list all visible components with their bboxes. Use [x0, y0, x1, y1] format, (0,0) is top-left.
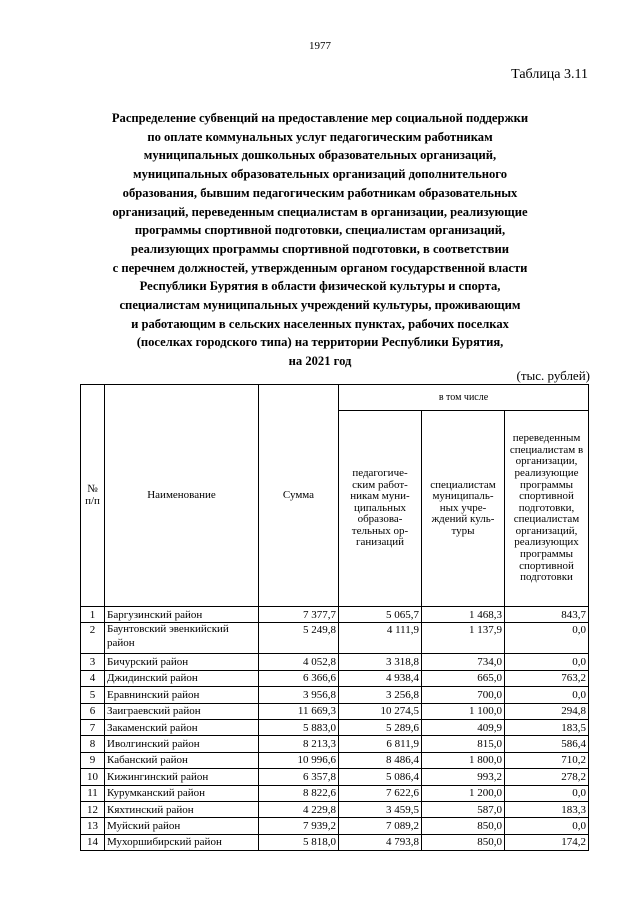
- cell-teachers: 7 089,2: [339, 818, 422, 834]
- cell-num: 9: [81, 752, 105, 768]
- cell-culture: 850,0: [422, 834, 505, 850]
- cell-sum: 8 822,6: [259, 785, 339, 801]
- cell-culture: 587,0: [422, 801, 505, 817]
- cell-culture: 734,0: [422, 654, 505, 670]
- cell-sport: 294,8: [505, 703, 589, 719]
- cell-teachers: 7 622,6: [339, 785, 422, 801]
- cell-teachers: 5 065,7: [339, 607, 422, 623]
- cell-num: 10: [81, 769, 105, 785]
- cell-teachers: 4 793,8: [339, 834, 422, 850]
- table-label: Таблица 3.11: [511, 67, 588, 82]
- cell-num: 4: [81, 670, 105, 686]
- cell-sum: 5 249,8: [259, 623, 339, 654]
- cell-num: 14: [81, 834, 105, 850]
- subsidy-table: [80, 384, 589, 851]
- cell-sum: 10 996,6: [259, 752, 339, 768]
- cell-sum: 5 883,0: [259, 719, 339, 735]
- title-line: и работающим в сельских населенных пунктах, рабочих поселках: [131, 316, 509, 331]
- cell-sport: 710,2: [505, 752, 589, 768]
- title-line: по оплате коммунальных услуг педагогическим работникам: [147, 129, 493, 144]
- title-line: специалистам муниципальных учреждений культуры, проживающим: [119, 298, 521, 313]
- cell-sport: 183,5: [505, 719, 589, 735]
- cell-num: 12: [81, 801, 105, 817]
- cell-culture: 993,2: [422, 769, 505, 785]
- cell-num: 13: [81, 818, 105, 834]
- cell-num: 3: [81, 654, 105, 670]
- document-title: [62, 109, 578, 371]
- cell-num: 2: [81, 623, 105, 654]
- cell-name: Джидинский район: [105, 670, 259, 686]
- cell-teachers: 10 274,5: [339, 703, 422, 719]
- cell-teachers: 3 459,5: [339, 801, 422, 817]
- table-row: [81, 623, 589, 654]
- title-line: муниципальных дошкольных образовательных организаций,: [143, 148, 497, 163]
- table-row: [81, 752, 589, 768]
- cell-sum: 7 377,7: [259, 607, 339, 623]
- cell-sport: 174,2: [505, 834, 589, 850]
- table-header: [81, 385, 589, 607]
- cell-name: Муйский район: [105, 818, 259, 834]
- title-line: муниципальных образовательных организаций дополнительного: [133, 167, 507, 182]
- cell-teachers: 8 486,4: [339, 752, 422, 768]
- header-name: Наименование: [105, 385, 259, 607]
- cell-sum: 6 357,8: [259, 769, 339, 785]
- cell-teachers: 5 289,6: [339, 719, 422, 735]
- table-row: [81, 834, 589, 850]
- cell-name: Кяхтинский район: [105, 801, 259, 817]
- title-line: Распределение субвенций на предоставление мер социальной поддержки: [111, 111, 529, 125]
- header-sum: Сумма: [259, 385, 339, 607]
- cell-sport: 0,0: [505, 654, 589, 670]
- cell-teachers: 3 318,8: [339, 654, 422, 670]
- cell-name: Закаменский район: [105, 719, 259, 735]
- cell-num: 8: [81, 736, 105, 752]
- title-line: Республики Бурятия в области физической культуры и спорта,: [139, 279, 501, 294]
- cell-sport: 0,0: [505, 623, 589, 654]
- cell-name: Кижингинский район: [105, 769, 259, 785]
- table-row: [81, 703, 589, 719]
- header-culture: специалистам муниципаль-ных учре-ждений куль-туры: [422, 411, 505, 607]
- cell-teachers: 6 811,9: [339, 736, 422, 752]
- cell-culture: 1 137,9: [422, 623, 505, 654]
- title-line: программы спортивной подготовки, специалистам организаций,: [134, 223, 506, 238]
- cell-name: Кабанский район: [105, 752, 259, 768]
- cell-culture: 665,0: [422, 670, 505, 686]
- cell-num: 1: [81, 607, 105, 623]
- cell-culture: 1 468,3: [422, 607, 505, 623]
- cell-sum: 6 366,6: [259, 670, 339, 686]
- title-line: на 2021 год: [288, 354, 352, 369]
- table-row: [81, 801, 589, 817]
- cell-culture: 1 800,0: [422, 752, 505, 768]
- cell-sum: 11 669,3: [259, 703, 339, 719]
- header-including: в том числе: [339, 385, 589, 411]
- cell-teachers: 4 111,9: [339, 623, 422, 654]
- table-row: [81, 769, 589, 785]
- header-num: № п/п: [81, 385, 105, 607]
- cell-culture: 1 100,0: [422, 703, 505, 719]
- table-row: [81, 607, 589, 623]
- title-line: реализующих программы спортивной подготовки, в соответствии: [131, 241, 509, 256]
- cell-name: Бичурский район: [105, 654, 259, 670]
- cell-num: 6: [81, 703, 105, 719]
- title-line: с перечнем должностей, утвержденным органом государственной власти: [112, 260, 528, 275]
- cell-name: Баунтовский эвенкийский район: [105, 623, 259, 654]
- cell-sport: 586,4: [505, 736, 589, 752]
- table-row: [81, 785, 589, 801]
- table-row: [81, 687, 589, 703]
- table-row: [81, 670, 589, 686]
- cell-sum: 8 213,3: [259, 736, 339, 752]
- cell-teachers: 5 086,4: [339, 769, 422, 785]
- cell-sum: 4 229,8: [259, 801, 339, 817]
- cell-num: 11: [81, 785, 105, 801]
- cell-name: Курумканский район: [105, 785, 259, 801]
- cell-sum: 5 818,0: [259, 834, 339, 850]
- table-row: [81, 719, 589, 735]
- table-body: [81, 607, 589, 851]
- cell-name: Еравнинский район: [105, 687, 259, 703]
- cell-culture: 850,0: [422, 818, 505, 834]
- cell-num: 7: [81, 719, 105, 735]
- cell-teachers: 3 256,8: [339, 687, 422, 703]
- cell-sport: 278,2: [505, 769, 589, 785]
- cell-sport: 0,0: [505, 818, 589, 834]
- cell-sport: 183,3: [505, 801, 589, 817]
- cell-teachers: 4 938,4: [339, 670, 422, 686]
- cell-culture: 1 200,0: [422, 785, 505, 801]
- cell-culture: 409,9: [422, 719, 505, 735]
- cell-sport: 0,0: [505, 687, 589, 703]
- cell-sum: 3 956,8: [259, 687, 339, 703]
- table-row: [81, 654, 589, 670]
- header-teachers: педагогиче-ским работ-никам муни-ципальных образова-тельных ор-ганизаций: [339, 411, 422, 607]
- cell-sum: 7 939,2: [259, 818, 339, 834]
- cell-culture: 700,0: [422, 687, 505, 703]
- table-row: [81, 736, 589, 752]
- title-line: организаций, переведенным специалистам в организации, реализующие: [112, 204, 528, 219]
- cell-num: 5: [81, 687, 105, 703]
- page-number: 1977: [309, 40, 331, 52]
- cell-name: Мухоршибирский район: [105, 834, 259, 850]
- cell-name: Заиграевский район: [105, 703, 259, 719]
- cell-sport: 843,7: [505, 607, 589, 623]
- cell-name: Иволгинский район: [105, 736, 259, 752]
- header-sport: переведенным специалистам в организации, реализующие программы спортивной подготовки, специалистам организаций, реализующих программы спортивной подготовки: [505, 411, 589, 607]
- title-line: образования, бывшим педагогическим работникам образовательных: [122, 185, 518, 200]
- table-row: [81, 818, 589, 834]
- cell-culture: 815,0: [422, 736, 505, 752]
- cell-sum: 4 052,8: [259, 654, 339, 670]
- cell-name: Баргузинский район: [105, 607, 259, 623]
- cell-sport: 0,0: [505, 785, 589, 801]
- title-line: (поселках городского типа) на территории Республики Бурятия,: [136, 335, 504, 350]
- cell-sport: 763,2: [505, 670, 589, 686]
- units-note: (тыс. рублей): [516, 368, 590, 383]
